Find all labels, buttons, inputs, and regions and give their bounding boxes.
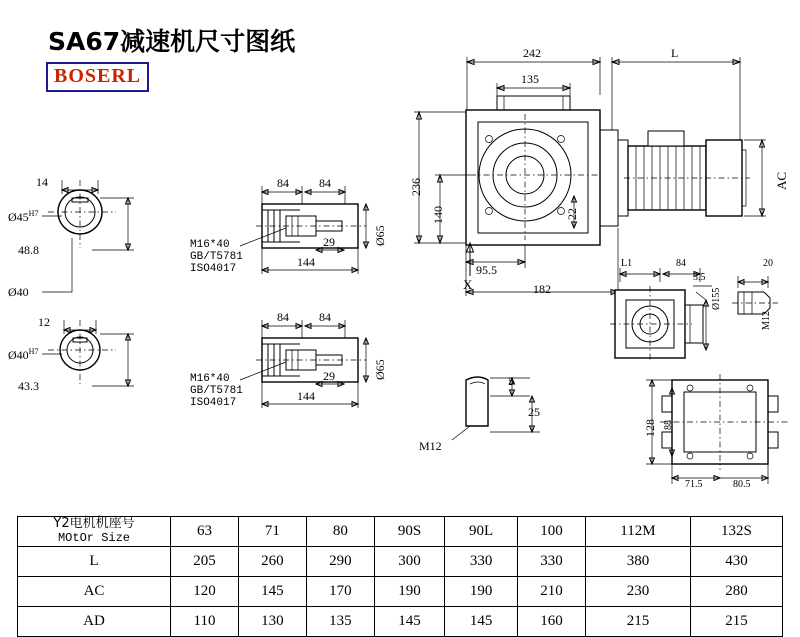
table-cell: 210: [518, 577, 586, 607]
dim-128: 128: [643, 419, 657, 437]
dim-182: 182: [533, 282, 551, 296]
dim-shaft-top-84b: 84: [319, 176, 331, 190]
dim-hub-bot-43-3: 43.3: [18, 379, 39, 393]
table-cell: 190: [374, 577, 444, 607]
page-title: SA67减速机尺寸图纸: [48, 27, 296, 56]
dim-236: 236: [409, 178, 423, 196]
bolt-note-top-2: GB/T5781: [190, 251, 243, 263]
dim-L1: L1: [621, 258, 633, 269]
dim-key-5: 5: [508, 374, 514, 388]
motor-size-table: [17, 516, 783, 637]
dim-hub-top-14: 14: [36, 175, 48, 189]
table-row-label: AC: [18, 577, 171, 607]
table-cell: 380: [585, 547, 690, 577]
dim-hub-top-48-8: 48.8: [18, 243, 39, 257]
dim-shaft-bot-84b: 84: [319, 310, 331, 324]
table-cell: 120: [171, 577, 239, 607]
table-header-cell: 100: [518, 517, 586, 547]
table-header-label: [18, 517, 171, 547]
table-cell: 145: [374, 607, 444, 637]
table-cell: 330: [445, 547, 518, 577]
dim-hub-top-dia45-value: Ø45: [8, 210, 29, 224]
dim-key-25: 25: [528, 405, 540, 419]
table-header-cell: 112M: [585, 517, 690, 547]
bolt-note-top-3: ISO4017: [190, 263, 237, 275]
dim-hub-bot-dia40-tol: H7: [28, 347, 39, 356]
table-header-cell: 132S: [690, 517, 782, 547]
dim-shaft-top-144: 144: [297, 255, 315, 269]
dim-20: 20: [763, 258, 773, 269]
table-header-cell: 80: [306, 517, 374, 547]
bolt-note-bot-3: ISO4017: [190, 397, 237, 409]
table-cell: 135: [306, 607, 374, 637]
dim-3-5: 3.5: [693, 272, 706, 283]
dim-84-detail: 84: [676, 258, 686, 269]
dim-shaft-bot-29: 29: [323, 369, 335, 383]
dim-shaft-bot-84a: 84: [277, 310, 289, 324]
dim-hub-bot-dia40: [8, 348, 38, 362]
table-row-label: AD: [18, 607, 171, 637]
table-row-label: L: [18, 547, 171, 577]
table-cell: 110: [171, 607, 239, 637]
brand-logo: BOSERL: [46, 62, 149, 92]
table-cell: 190: [445, 577, 518, 607]
table-cell: 215: [585, 607, 690, 637]
table-header-label-cn: Y2电机机座号: [53, 516, 135, 532]
dim-95-5: 95.5: [476, 263, 497, 277]
table-header-cell: 71: [238, 517, 306, 547]
table-header-cell: 90S: [374, 517, 444, 547]
dim-shaft-top-29: 29: [323, 235, 335, 249]
table-cell: 280: [690, 577, 782, 607]
table-cell: 230: [585, 577, 690, 607]
table-cell: 300: [374, 547, 444, 577]
table-row: [18, 547, 783, 577]
table-cell: 145: [238, 577, 306, 607]
table-cell: 330: [518, 547, 586, 577]
dim-hub-top-dia45: [8, 210, 38, 224]
table-cell: 160: [518, 607, 586, 637]
table-cell: 430: [690, 547, 782, 577]
table-cell: 290: [306, 547, 374, 577]
bolt-note-top-1: M16*40: [190, 239, 230, 251]
bolt-note-bot-2: GB/T5781: [190, 385, 243, 397]
table-cell: 145: [445, 607, 518, 637]
table-cell: 215: [690, 607, 782, 637]
table-cell: 205: [171, 547, 239, 577]
dim-135: 135: [521, 72, 539, 86]
table-header-cell: 90L: [445, 517, 518, 547]
dim-hub-top-dia45-tol: H7: [28, 209, 39, 218]
dim-22: 22: [565, 208, 579, 220]
table-header-row: [18, 517, 783, 547]
dim-71-5: 71.5: [685, 479, 703, 490]
table-cell: 260: [238, 547, 306, 577]
dim-key-m12: M12: [419, 439, 442, 453]
table-header-cell: 63: [171, 517, 239, 547]
dim-242: 242: [523, 46, 541, 60]
dim-L: L: [671, 46, 679, 60]
dim-AC: AC: [774, 171, 789, 190]
table-cell: 130: [238, 607, 306, 637]
table-cell: 170: [306, 577, 374, 607]
table-row: [18, 577, 783, 607]
dim-hub-bot-dia40-value: Ø40: [8, 348, 29, 362]
dim-shaft-bot-144: 144: [297, 389, 315, 403]
view-marker-x: X: [463, 277, 473, 292]
dim-shaft-top-dia65: Ø65: [373, 225, 387, 246]
dim-80-5: 80.5: [733, 479, 751, 490]
dim-m12-right: M12: [761, 311, 772, 330]
dim-140: 140: [431, 206, 445, 224]
table-row: [18, 607, 783, 637]
dim-shaft-top-84a: 84: [277, 176, 289, 190]
dim-hub-bot-12: 12: [38, 315, 50, 329]
table-header-label-en: MOtOr Size: [57, 531, 130, 546]
dim-hub-top-dia40: Ø40: [8, 285, 29, 299]
bolt-note-bot-1: M16*40: [190, 373, 230, 385]
dim-shaft-bot-dia65: Ø65: [373, 359, 387, 380]
dim-dia155: Ø155: [711, 287, 722, 310]
dim-88: 88: [663, 420, 674, 430]
